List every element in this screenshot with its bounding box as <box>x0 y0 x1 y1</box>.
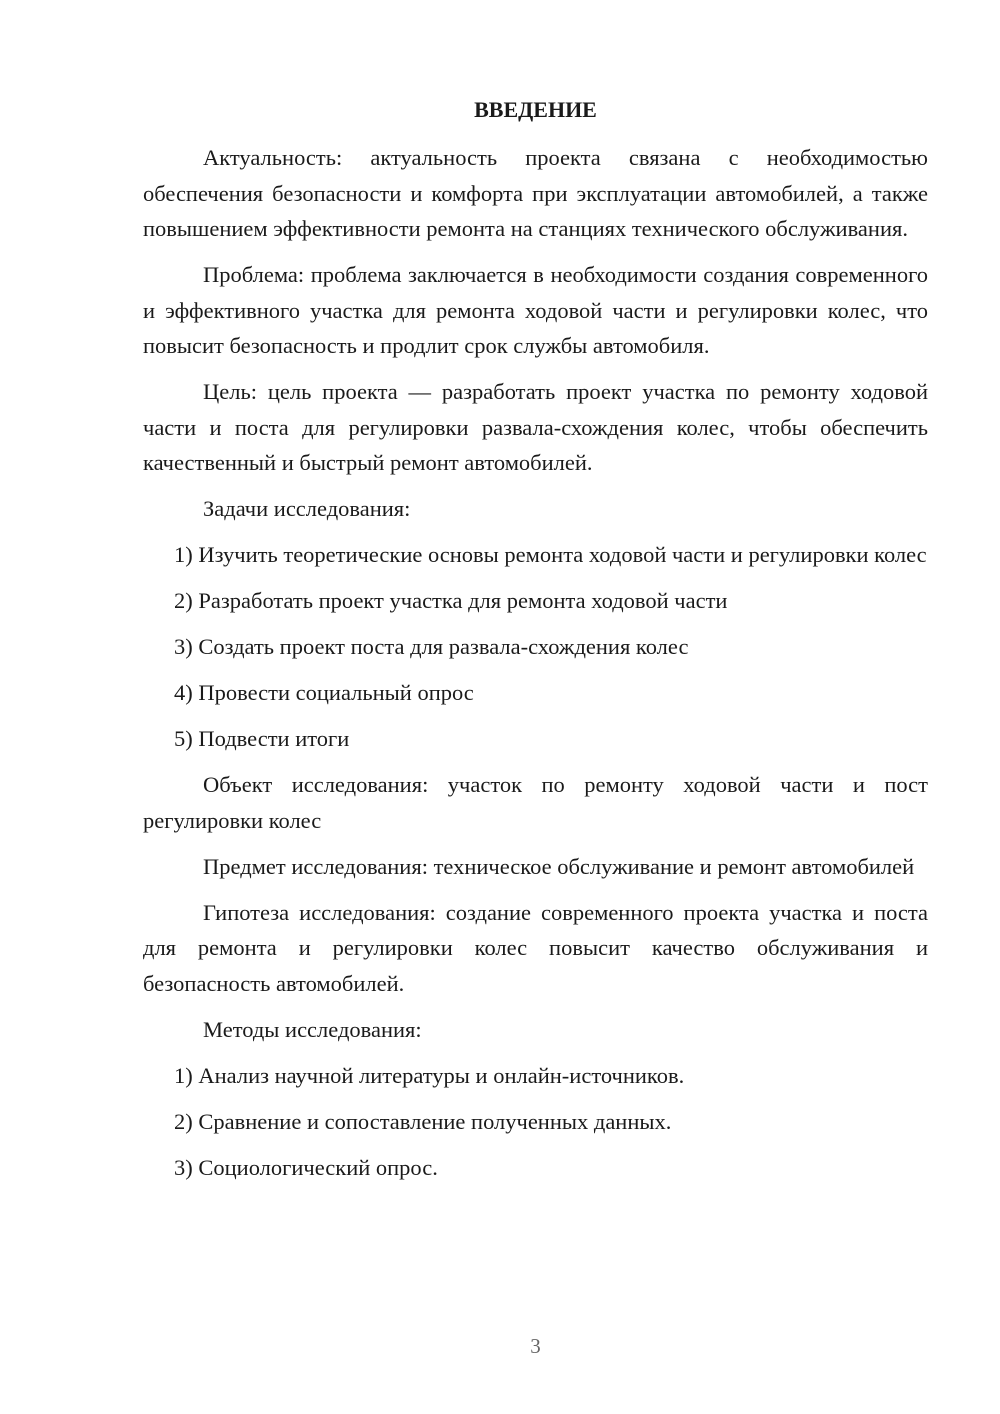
paragraph-relevance: Актуальность: актуальность проекта связана с необходимостью обеспечения безопасности и комфорта при эксплуатации автомобилей, а также повышением эффективности ремонта на станциях технического обслуживания. <box>143 145 928 241</box>
paragraph-subject: Предмет исследования: техническое обслуживание и ремонт автомобилей <box>203 853 915 879</box>
document-body <box>143 140 928 1196</box>
page-title: ВВЕДЕНИЕ <box>474 97 597 122</box>
task-item-2: 2) Разработать проект участка для ремонта ходовой части <box>174 588 728 613</box>
paragraph-problem: Проблема: проблема заключается в необходимости создания современного и эффективного участка для ремонта ходовой части и регулировки колес, что повысит безопасность и продлит срок службы автомобиля. <box>143 262 928 358</box>
method-item-2: 2) Сравнение и сопоставление полученных данных. <box>174 1108 672 1134</box>
tasks-title: Задачи исследования: <box>203 496 411 521</box>
method-item-3: 3) Социологический опрос. <box>174 1154 438 1180</box>
task-item-4: 4) Провести социальный опрос <box>174 680 474 705</box>
methods-title: Методы исследования: <box>203 1016 422 1042</box>
method-item-1: 1) Анализ научной литературы и онлайн-источников. <box>174 1062 685 1088</box>
document-page <box>143 0 928 1414</box>
task-item-3: 3) Создать проект поста для развала-схождения колес <box>174 634 689 659</box>
task-item-1: 1) Изучить теоретические основы ремонта ходовой части и регулировки колес <box>174 542 927 567</box>
task-item-5: 5) Подвести итоги <box>174 726 350 751</box>
paragraph-goal: Цель: цель проекта — разработать проект участка по ремонту ходовой части и поста для регулировки развала-схождения колес, чтобы обеспечить качественный и быстрый ремонт автомобилей. <box>143 379 928 475</box>
page-number: 3 <box>530 1334 541 1358</box>
paragraph-object: Объект исследования: участок по ремонту ходовой части и пост регулировки колес <box>143 772 928 833</box>
paragraph-hypothesis: Гипотеза исследования: создание современного проекта участка и поста для ремонта и регулировки колес повысит качество обслуживания и безопасность автомобилей. <box>143 899 928 996</box>
